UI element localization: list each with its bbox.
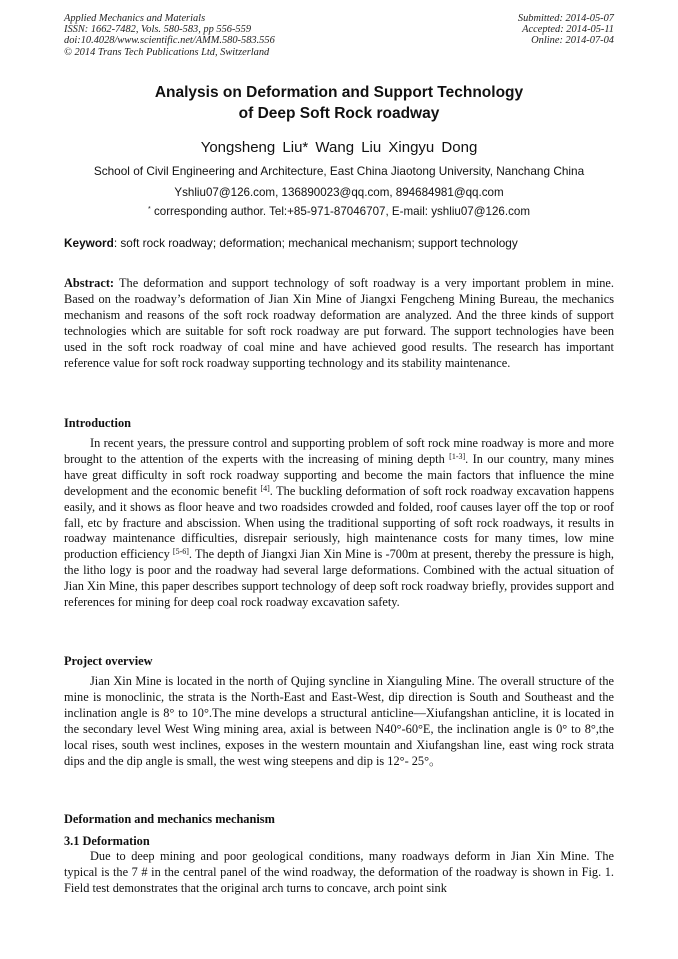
deformation-subheading: 3.1 Deformation bbox=[64, 834, 150, 848]
citation-ref[interactable]: [5-6] bbox=[172, 547, 189, 557]
keywords bbox=[64, 235, 624, 252]
journal-name: Applied Mechanics and Materials bbox=[64, 13, 206, 24]
abstract-text: The deformation and support technology of soft roadway is a very important problem in mine. Based on the roadway’s deformation of Jian Xin Mine of Jiangxi Fengcheng Mining Bureau, the mechanics mechanism and reasons of the soft rock roadway deformation are analyzed. And the three kinds of support technologies which are suitable for soft rock roadway are put forward. The support technologies have been used in the soft rock roadway of coal mine and have achieved good results. The research has important reference value for soft rock roadway supporting technology and its stability maintenance. bbox=[64, 276, 614, 370]
citation-ref[interactable]: [1-3] bbox=[449, 451, 466, 461]
accepted-date: Accepted: 2014-05-11 bbox=[522, 24, 614, 36]
abstract-label: Abstract: bbox=[64, 276, 115, 290]
keyword-text: : soft rock roadway; deformation; mechanical mechanism; support technology bbox=[113, 236, 518, 250]
submitted-date: Submitted: 2014-05-07 bbox=[517, 13, 614, 24]
abstract bbox=[64, 276, 614, 371]
copyright-line: © 2014 Trans Tech Publications Ltd, Switzerland bbox=[64, 46, 270, 58]
introduction-heading: Introduction bbox=[64, 416, 131, 430]
corresponding-text: corresponding author. Tel:+85-971-87046707, E-mail: yshliu07@126.com bbox=[150, 205, 530, 218]
doi-line[interactable]: doi:10.4028/www.scientific.net/AMM.580-583.556 bbox=[64, 35, 275, 47]
keyword-label: Keyword bbox=[64, 236, 114, 250]
journal-info bbox=[64, 13, 275, 58]
introduction-paragraph: In recent years, the pressure control and supporting problem of soft rock mine roadway is more and more brought to the attention of the experts with the increasing of mining depth [1-3]. In our country, many mines have great difficulty in soft rock roadway supporting and become the main factors that influence the mine development and the economic benefit [4]. The buckling deformation of soft rock roadway excavation happens easily, and it shows as floor heave and two roadsides crowded and folded, roof causes layer off the top or roof fall, etc by fracture and abscission. When using the traditional supporting of soft rock roadways, it results in roadway maintenance difficulties, disrepair seriously, high maintenance costs for many times, low mine production efficiency [5-6]. The depth of Jiangxi Jian Xin Mine is -700m at present, thereby the pressure is high, the litho logy is poor and the roadway had several large deformations. Combined with the actual situation of Jian Xin Mine, this paper describes support technology of deep soft rock roadway briefly, provides support and references for mining for deep coal rock roadway excavation safety. bbox=[64, 436, 615, 610]
corresponding-author bbox=[0, 201, 678, 220]
publication-dates bbox=[518, 13, 614, 47]
citation-ref[interactable]: [4] bbox=[260, 483, 270, 493]
deformation-heading: Deformation and mechanics mechanism bbox=[64, 812, 275, 826]
title-line-1: Analysis on Deformation and Support Technology bbox=[154, 84, 524, 101]
online-date: Online: 2014-07-04 bbox=[531, 35, 614, 47]
affiliation: School of Civil Engineering and Architecture, East China Jiaotong University, Nanchang China bbox=[93, 164, 585, 178]
author-list: Yongsheng Liu* Wang Liu Xingyu Dong bbox=[200, 139, 478, 156]
paper-title bbox=[0, 82, 678, 124]
author-emails[interactable]: Yshliu07@126.com, 136890023@qq.com, 894684981@qq.com bbox=[174, 186, 504, 199]
issn-line: ISSN: 1662-7482, Vols. 580-583, pp 556-559 bbox=[64, 24, 252, 36]
project-overview-heading: Project overview bbox=[64, 654, 153, 668]
title-line-2: of Deep Soft Rock roadway bbox=[238, 105, 440, 122]
corresponding-mark: * bbox=[148, 206, 151, 213]
deformation-paragraph: Due to deep mining and poor geological conditions, many roadways deform in Jian Xin Mine. The typical is the 7 # in the central panel of the wind roadway, the deformation of the roadway is shown in Fig. 1. Field test demonstrates that the original arch turns to concave, arch point sink bbox=[64, 849, 614, 895]
project-overview-paragraph: Jian Xin Mine is located in the north of Qujing syncline in Xianguling Mine. The overall structure of the mine is monoclinic, the strata is the North-East and East-West, dip direction is South and Southeast and the inclination angle is 8° to 10°.The mine develops a structural anticline—Xiufangshan anticline, it is located in the secondary level West Wing mining area, axial is between N40°-60°E, the inclination angle is 0° to 8°,the local rises, south west inclines, exposes in the western mountain and Xiufangshan line, east wing rock strata dips and the dip angle is small, the west wing steepens and dip is 12°- 25°。 bbox=[64, 674, 614, 768]
